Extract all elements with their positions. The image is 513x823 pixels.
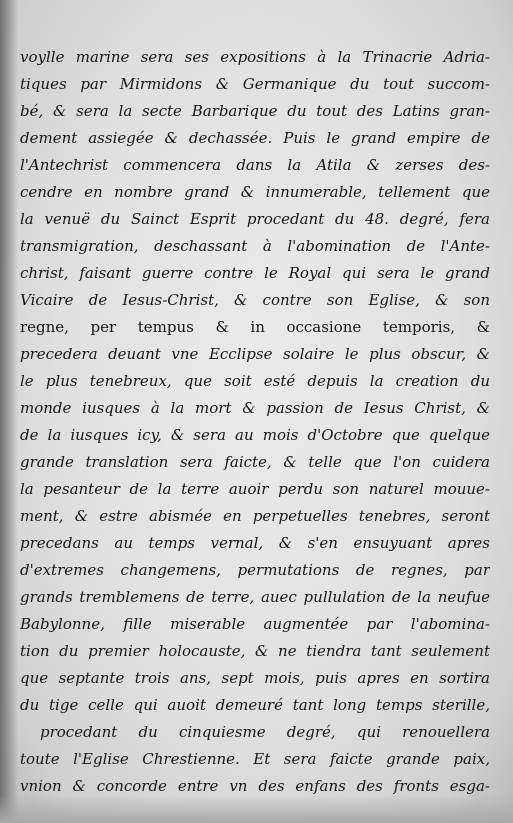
text-line: vnion & concorde entre vn des enfans des fronts esga-: [20, 777, 490, 795]
text-line: toute l'Eglise Chrestienne. Et sera faicte grande paix,: [20, 750, 490, 768]
text-line: du tige celle qui auoit demeuré tant long temps sterille,: [20, 696, 490, 714]
text-line: la venuë du Sainct Esprit procedant du 48. degré, fera: [20, 210, 490, 228]
text-line: bé, & sera la secte Barbarique du tout des Latins gran-: [20, 102, 490, 120]
text-line: de la iusques icy, & sera au mois d'Octobre que quelque: [20, 426, 490, 444]
text-line: christ, faisant guerre contre le Royal qui sera le grand: [20, 264, 490, 282]
text-line: la pesanteur de la terre auoir perdu son naturel mouue-: [20, 480, 490, 498]
text-line: transmigration, deschassant à l'abomination de l'Ante-: [20, 237, 490, 255]
text-line: procedant du cinquiesme degré, qui renouellera: [40, 723, 490, 741]
text-line: regne, per tempus & in occasione temporis, &: [20, 318, 490, 336]
text-line: l'Antechrist commencera dans la Atila & zerses des-: [20, 156, 490, 174]
text-line: que septante trois ans, sept mois, puis apres en sortira: [20, 669, 490, 687]
text-line: voylle marine sera ses expositions à la Trinacrie Adria-: [20, 48, 490, 66]
text-block: [20, 44, 490, 800]
text-line: tion du premier holocauste, & ne tiendra tant seulement: [20, 642, 490, 660]
text-line: d'extremes changemens, permutations de regnes, par: [20, 561, 490, 579]
text-line: monde iusques à la mort & passion de Iesus Christ, &: [20, 399, 490, 417]
text-line: tiques par Mirmidons & Germanique du tout succom-: [20, 75, 490, 93]
text-line: precedans au temps vernal, & s'en ensuyuant apres: [20, 534, 490, 552]
text-line: grands tremblemens de terre, auec pullulation de la neufue: [20, 588, 490, 606]
text-line: precedera deuant vne Ecclipse solaire le plus obscur, &: [20, 345, 490, 363]
text-line: dement assiegée & dechassée. Puis le grand empire de: [20, 129, 490, 147]
text-line: cendre en nombre grand & innumerable, tellement que: [20, 183, 490, 201]
text-line: grande translation sera faicte, & telle que l'on cuidera: [20, 453, 490, 471]
text-line: Babylonne, fille miserable augmentée par l'abomina-: [20, 615, 490, 633]
text-line: ment, & estre abismée en perpetuelles tenebres, seront: [20, 507, 490, 525]
text-line: Vicaire de Iesus-Christ, & contre son Eglise, & son: [20, 291, 490, 309]
text-line: le plus tenebreux, que soit esté depuis la creation du: [20, 372, 490, 390]
